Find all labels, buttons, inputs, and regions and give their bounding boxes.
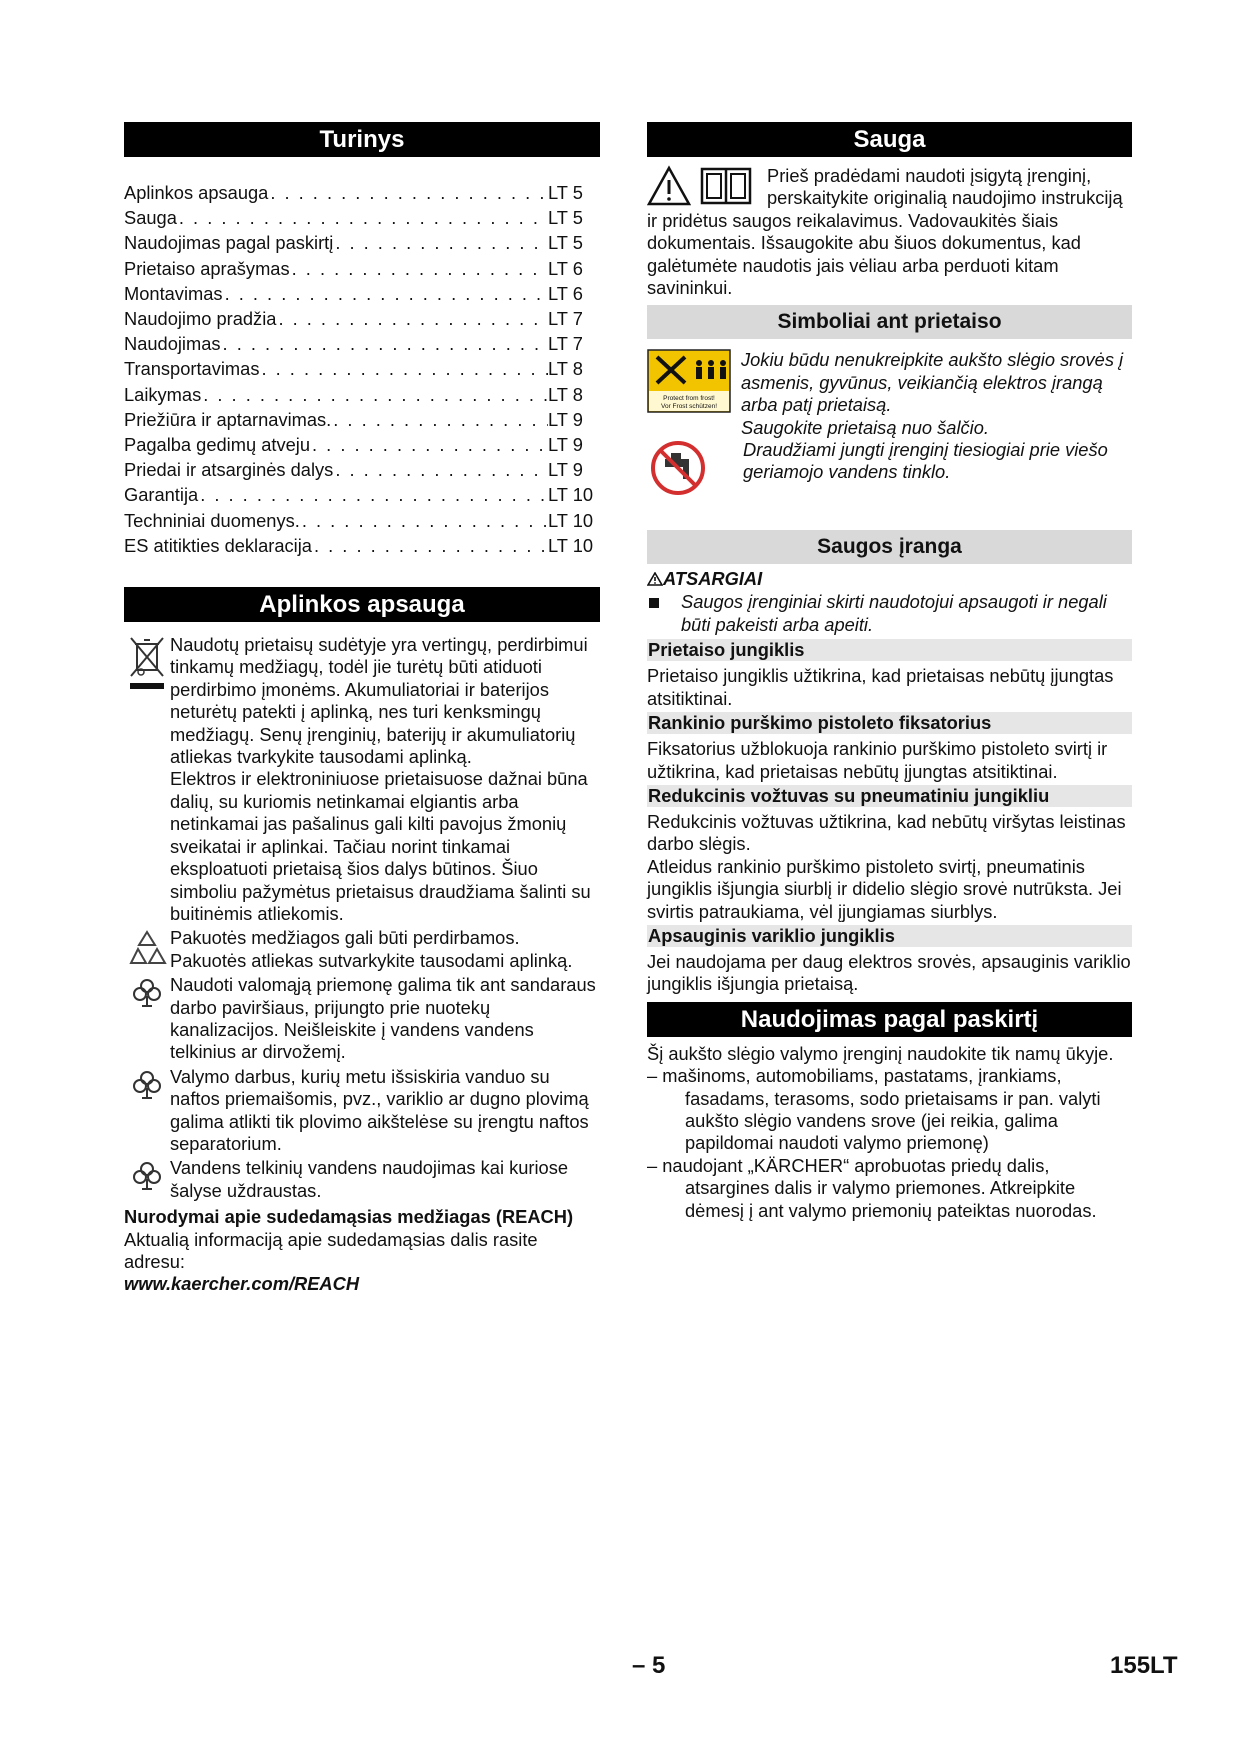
toc-leader-dots xyxy=(201,382,548,407)
env-item xyxy=(124,927,600,972)
pressure-warning-sign xyxy=(647,349,741,439)
toc-item[interactable] xyxy=(124,407,600,432)
safety-intro xyxy=(647,165,1132,299)
safety-sections xyxy=(647,639,1132,995)
caution-text: Saugos įrenginiai skirti naudotojui apsaugoti ir negali būti pakeisti arba apeiti. xyxy=(681,591,1107,635)
toc-item-page: LT 8 xyxy=(548,383,583,405)
env-item-text: Vandens telkinių vandens naudojimas kai kuriose šalyse uždraustas. xyxy=(170,1157,569,1201)
toc-item-page: LT 9 xyxy=(548,459,583,481)
toc-item-label: Garantija xyxy=(124,484,199,506)
toc-item[interactable] xyxy=(124,180,600,205)
toc-item-label: Aplinkos apsauga xyxy=(124,182,269,203)
toc-item-label: Naudojimo pradžia xyxy=(124,308,277,330)
safety-paragraph: Jei naudojama per daug elektros srovės, apsauginis variklio jungiklis išjungia prietaisą. xyxy=(647,950,1131,995)
safety-heading: Sauga xyxy=(647,122,1132,157)
toc-item-label: Techniniai duomenys. xyxy=(124,509,300,531)
safety-subheading: Apsauginis variklio jungiklis xyxy=(647,925,1132,947)
env-item-text-block xyxy=(170,974,600,1064)
toc-leader-dots xyxy=(333,230,548,255)
toc-leader-dots xyxy=(268,180,548,205)
toc-leader-dots xyxy=(290,256,548,281)
toc-item-page: LT 8 xyxy=(548,358,583,380)
safety-paragraph: Atleidus rankinio purškimo pistoleto svirtį, pneumatinis jungiklis išjungia siurblį ir didelio slėgio srovė nutrūksta. Jei svirtis patraukiama, vėl įjungiamas siurblys. xyxy=(647,855,1122,922)
toc-item-page: LT 10 xyxy=(548,484,594,506)
safety-subheading: Rankinio purškimo pistoleto fiksatorius xyxy=(647,712,1132,734)
warning-icon xyxy=(647,165,691,207)
document-code: 155LT xyxy=(1110,1652,1178,1679)
page-number: – 5 xyxy=(632,1652,666,1679)
env-item-text-block xyxy=(170,1157,600,1202)
environment-icon xyxy=(124,1066,170,1156)
toc-leader-dots xyxy=(310,432,548,457)
manual-book-icon xyxy=(699,165,753,207)
env-item xyxy=(124,1157,600,1202)
bullet-square-icon xyxy=(647,591,681,636)
usage-list-item: – mašinoms, automobiliams, pastatams, įrankiams, fasadams, terasoms, sodo prietaisams ir pan. valyti aukšto slėgio vandens srove (jei reikia, galima papildomai naudoti valymo priemonę) xyxy=(647,1065,1101,1154)
environment-icon xyxy=(124,974,170,1064)
reach-link[interactable]: www.kaercher.com/REACH xyxy=(124,1273,360,1295)
usage-intro: Šį aukšto slėgio valymo įrenginį naudokite tik namų ūkyje. xyxy=(647,1042,1114,1064)
toc-item-page: LT 10 xyxy=(548,509,594,531)
toc-item-label: Sauga xyxy=(124,207,177,229)
symbols-heading: Simboliai ant prietaiso xyxy=(647,305,1132,339)
svg-text:Vor Frost schützen!: Vor Frost schützen! xyxy=(661,403,717,411)
toc-leader-dots xyxy=(312,533,548,558)
reach-block xyxy=(124,1206,600,1296)
safety-subheading: Redukcinis vožtuvas su pneumatiniu jungikliu xyxy=(647,785,1132,807)
toc-item[interactable] xyxy=(124,533,600,558)
symbol-2-text: Draudžiami jungti įrenginį tiesiogiai prie viešo geriamojo vandens tinklo. xyxy=(743,439,1108,483)
toc-leader-dots xyxy=(177,205,548,230)
toc-item[interactable] xyxy=(124,457,600,482)
recycle-icon xyxy=(124,927,170,972)
toc-item-label: Naudojimas pagal paskirtį xyxy=(124,232,334,254)
toc-item[interactable] xyxy=(124,382,600,407)
toc-item[interactable] xyxy=(124,331,600,356)
toc-item-page: LT 9 xyxy=(548,434,583,456)
usage-heading: Naudojimas pagal paskirtį xyxy=(647,1002,1132,1037)
safety-icons xyxy=(647,165,767,209)
toc-leader-dots xyxy=(276,306,548,331)
env-heading: Aplinkos apsauga xyxy=(124,587,600,622)
toc-item-label: ES atitikties deklaracija xyxy=(124,534,312,556)
env-item-text: Naudoti valomąją priemonę galima tik ant sandaraus darbo paviršiaus, prijungto prie nuotekų kanalizacijos. Neišleiskite į vandens vandens telkinius ar dirvožemį. xyxy=(170,974,596,1063)
env-item-text-block xyxy=(170,927,600,972)
toc-item[interactable] xyxy=(124,306,600,331)
safety-paragraph: Redukcinis vožtuvas užtikrina, kad nebūtų viršytas leistinas darbo slėgis. xyxy=(647,810,1126,855)
env-item xyxy=(124,974,600,1064)
toc-item[interactable] xyxy=(124,230,600,255)
toc-item-label: Montavimas xyxy=(124,282,223,304)
env-item-text-block xyxy=(170,1066,600,1156)
env-item-text-block xyxy=(170,634,600,925)
toc-leader-dots xyxy=(223,281,548,306)
toc-item[interactable] xyxy=(124,256,600,281)
safety-subheading: Prietaiso jungiklis xyxy=(647,639,1132,661)
caution-triangle-icon xyxy=(647,572,663,586)
caution-label: ATSARGIAI xyxy=(663,568,763,590)
toc-item-page: LT 5 xyxy=(548,207,583,229)
safety-intro-text: Prieš pradėdami naudoti įsigytą įrenginį, perskaitykite originalią naudojimo instrukciją ir pridėtus saugos reikalavimus. Vadovaukitės šiais dokumentais. Išsaugokite abu šiuos dokumentus, kad galėtumėte naudotis jais vėliau arba perduoti kitam savininkui. xyxy=(647,165,1123,299)
toc-leader-dots xyxy=(259,356,548,381)
env-item-text-2: Elektros ir elektroniniuose prietaisuose dažnai būna dalių, su kuriomis netinkamai elgiantis arba netinkamai jas pašalinus gali kilti pavojus žmonių sveikatai ir aplinkai. Tačiau norint tinkamai eksploatuoti prietaisą šios dalys būtinos. Šiuo simboliu pažymėtus prietaisus draudžiama šalinti su buitinėmis atliekomis. xyxy=(170,768,591,924)
toc-item[interactable] xyxy=(124,482,600,507)
env-item xyxy=(124,634,600,925)
toc-leader-dots xyxy=(198,482,548,507)
safety-paragraph: Fiksatorius užblokuoja rankinio purškimo pistoleto svirtį ir užtikrina, kad prietaisas nebūtų įjungtas atsitiktinai. xyxy=(647,738,1108,782)
environment-icon xyxy=(124,1157,170,1202)
no-drinking-water-connection-icon xyxy=(649,439,707,497)
caution-label-row xyxy=(647,568,1132,590)
toc-item[interactable] xyxy=(124,432,600,457)
left-column xyxy=(124,122,600,1296)
right-column xyxy=(647,122,1132,1222)
toc-item-page: LT 5 xyxy=(548,232,583,254)
symbol-1-description xyxy=(741,349,1132,439)
symbol-1-text: Jokiu būdu nenukreipkite aukšto slėgio srovės į asmenis, gyvūnus, veikiančią elektros įrangą arba patį prietaisą. xyxy=(741,349,1124,416)
toc-leader-dots xyxy=(300,508,548,533)
symbol-row-1 xyxy=(647,349,1132,439)
env-item xyxy=(124,1066,600,1156)
env-list xyxy=(124,634,600,1202)
toc-item[interactable] xyxy=(124,508,600,533)
toc-leader-dots xyxy=(331,407,548,432)
symbol-1-text2: Saugokite prietaisą nuo šalčio. xyxy=(741,416,989,438)
toc-item-label: Naudojimas xyxy=(124,333,221,355)
usage-list-item: – naudojant „KÄRCHER“ aprobuotas priedų dalis, atsargines dalis ir valymo priemones. Atkreipkite dėmesį į ant valymo priemonių pateiktas nuorodas. xyxy=(647,1154,1097,1221)
toc-leader-dots xyxy=(333,457,548,482)
toc-item-page: LT 10 xyxy=(548,534,594,556)
toc-item-page: LT 6 xyxy=(548,257,583,279)
crossed-bin-icon xyxy=(124,634,170,925)
env-item-text: Valymo darbus, kurių metu išsiskiria vanduo su naftos priemaišomis, pvz., variklio ar dugno plovimą galima atlikti tik plovimo aikštelėse su įrengtu naftos separatorium. xyxy=(170,1065,589,1154)
toc-leader-dots xyxy=(221,331,548,356)
toc-item[interactable] xyxy=(124,205,600,230)
svg-text:Protect from frost!: Protect from frost! xyxy=(663,395,715,403)
toc-item-label: Priedai ir atsarginės dalys xyxy=(124,459,334,481)
toc-item-label: Transportavimas xyxy=(124,358,260,380)
toc-item-page: LT 9 xyxy=(548,408,583,430)
usage-list xyxy=(647,1065,1132,1222)
reach-text: Aktualią informaciją apie sudedamąsias dalis rasite adresu: xyxy=(124,1228,538,1273)
toc-item-page: LT 6 xyxy=(548,282,583,304)
toc-item-page: LT 7 xyxy=(548,333,583,355)
caution-item xyxy=(647,591,1132,636)
toc-heading: Turinys xyxy=(124,122,600,157)
env-item-text: Naudotų prietaisų sudėtyje yra vertingų, perdirbimui tinkamų medžiagų, todėl jie turėtų būti atiduoti perdirbimo įmonėms. Akumuliatoriai ir baterijos neturėtų patekti į aplinką, nes turi kenksmingų medžiagų. Senų įrenginių, baterijų ir akumuliatorių atliekas tvarkykite tausodami aplinką. xyxy=(170,634,588,768)
toc-item[interactable] xyxy=(124,356,600,381)
toc-item-page: LT 5 xyxy=(548,182,583,203)
env-item-text: Pakuotės medžiagos gali būti perdirbamos. Pakuotės atliekas sutvarkykite tausodami aplinką. xyxy=(170,927,573,971)
toc-item-page: LT 7 xyxy=(548,308,583,330)
reach-title: Nurodymai apie sudedamąsias medžiagas (REACH) xyxy=(124,1206,574,1228)
high-pressure-sign-icon xyxy=(647,349,731,413)
toc-item-label: Prietaiso aprašymas xyxy=(124,257,290,279)
equip-heading: Saugos įranga xyxy=(647,530,1132,564)
toc-list xyxy=(124,180,600,558)
toc-item-label: Pagalba gedimų atveju xyxy=(124,434,310,456)
symbol-row-2 xyxy=(647,439,1132,502)
toc-item-label: Laikymas xyxy=(124,383,202,405)
toc-item-label: Priežiūra ir aptarnavimas. xyxy=(124,408,332,430)
safety-paragraph: Prietaiso jungiklis užtikrina, kad prietaisas nebūtų įjungtas atsitiktinai. xyxy=(647,665,1114,709)
toc-item[interactable] xyxy=(124,281,600,306)
